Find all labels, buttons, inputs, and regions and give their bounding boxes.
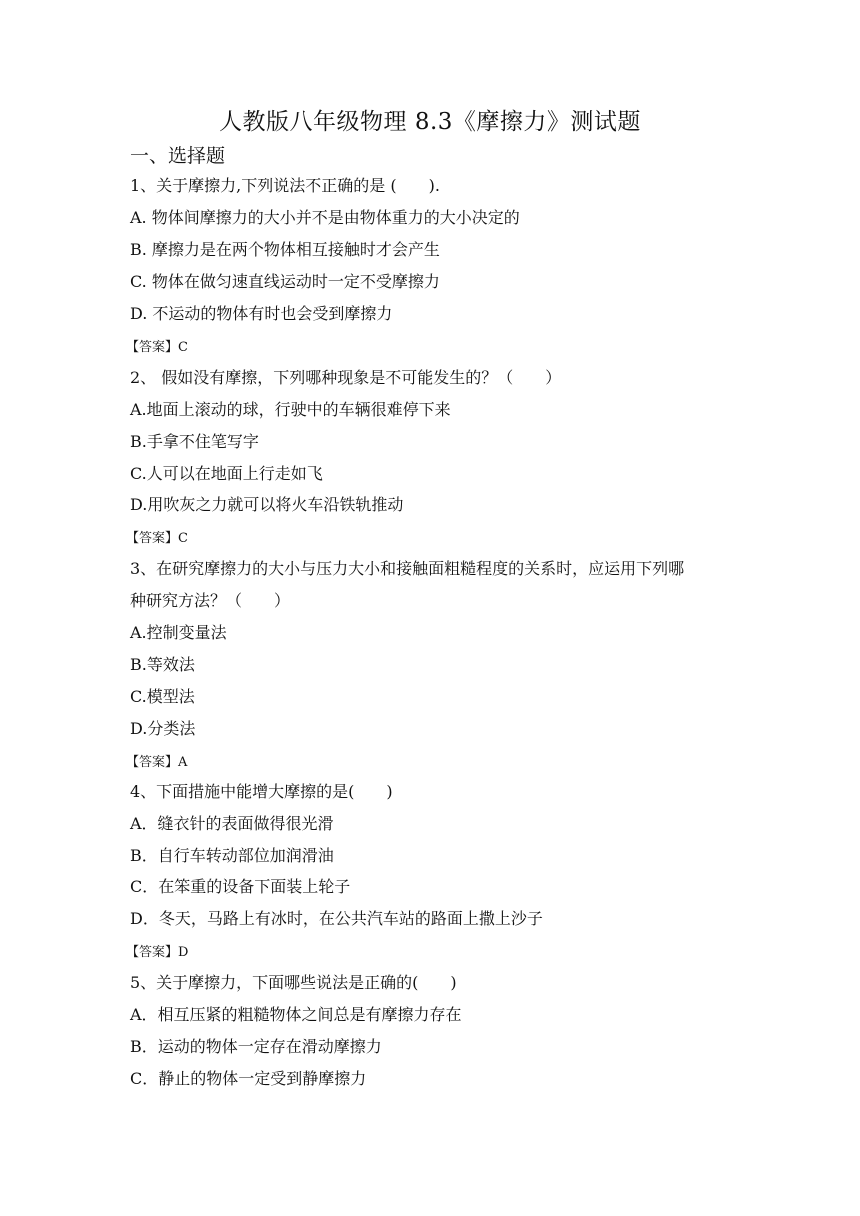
question-3-option-c: C.模型法 [130, 687, 195, 706]
question-3-stem-continued: 种研究方法？（ ） [130, 591, 291, 610]
question-3-option-b: B.等效法 [130, 655, 195, 674]
question-5-option-b: B．运动的物体一定存在滑动摩擦力 [130, 1037, 382, 1056]
question-4-option-b: B．自行车转动部位加润滑油 [130, 846, 334, 865]
question-1-option-c: C. 物体在做匀速直线运动时一定不受摩擦力 [130, 272, 440, 291]
question-4-answer: 【答案】D [126, 945, 189, 960]
question-3-answer: 【答案】A [126, 755, 188, 770]
question-4-option-d: D．冬天，马路上有冰时，在公共汽车站的路面上撒上沙子 [130, 909, 543, 928]
question-1-stem: 1、关于摩擦力,下列说法不正确的是 ( ). [130, 176, 440, 195]
question-5-option-a: A．相互压紧的粗糙物体之间总是有摩擦力存在 [130, 1005, 462, 1024]
question-2-answer: 【答案】C [126, 531, 188, 546]
section-heading: 一、选择题 [130, 145, 226, 167]
question-1-option-a: A. 物体间摩擦力的大小并不是由物体重力的大小决定的 [130, 208, 520, 227]
question-3-stem: 3、在研究摩擦力的大小与压力大小和接触面粗糙程度的关系时，应运用下列哪 [130, 559, 685, 578]
question-4-option-a: A．缝衣针的表面做得很光滑 [130, 814, 334, 833]
question-2-stem: 2、 假如没有摩擦，下列哪种现象是不可能发生的？（ ） [130, 368, 562, 387]
question-1-answer: 【答案】C [126, 340, 188, 355]
question-2-option-a: A.地面上滚动的球，行驶中的车辆很难停下来 [130, 400, 451, 419]
question-2-option-c: C.人可以在地面上行走如飞 [130, 464, 323, 483]
document-title: 人教版八年级物理 8.3《摩擦力》测试题 [219, 109, 641, 135]
question-4-option-c: C．在笨重的设备下面装上轮子 [130, 877, 351, 896]
question-2-option-d: D.用吹灰之力就可以将火车沿铁轨推动 [130, 495, 404, 514]
question-1-option-b: B. 摩擦力是在两个物体相互接触时才会产生 [130, 240, 440, 259]
question-4-stem: 4、下面措施中能增大摩擦的是( ) [130, 782, 393, 801]
question-3-option-a: A.控制变量法 [130, 623, 227, 642]
question-3-option-d: D.分类法 [130, 719, 196, 738]
question-5-stem: 5、关于摩擦力，下面哪些说法是正确的( ) [130, 973, 457, 992]
question-1-option-d: D. 不运动的物体有时也会受到摩擦力 [130, 304, 393, 323]
question-5-option-c: C．静止的物体一定受到静摩擦力 [130, 1069, 367, 1088]
question-2-option-b: B.手拿不住笔写字 [130, 432, 259, 451]
